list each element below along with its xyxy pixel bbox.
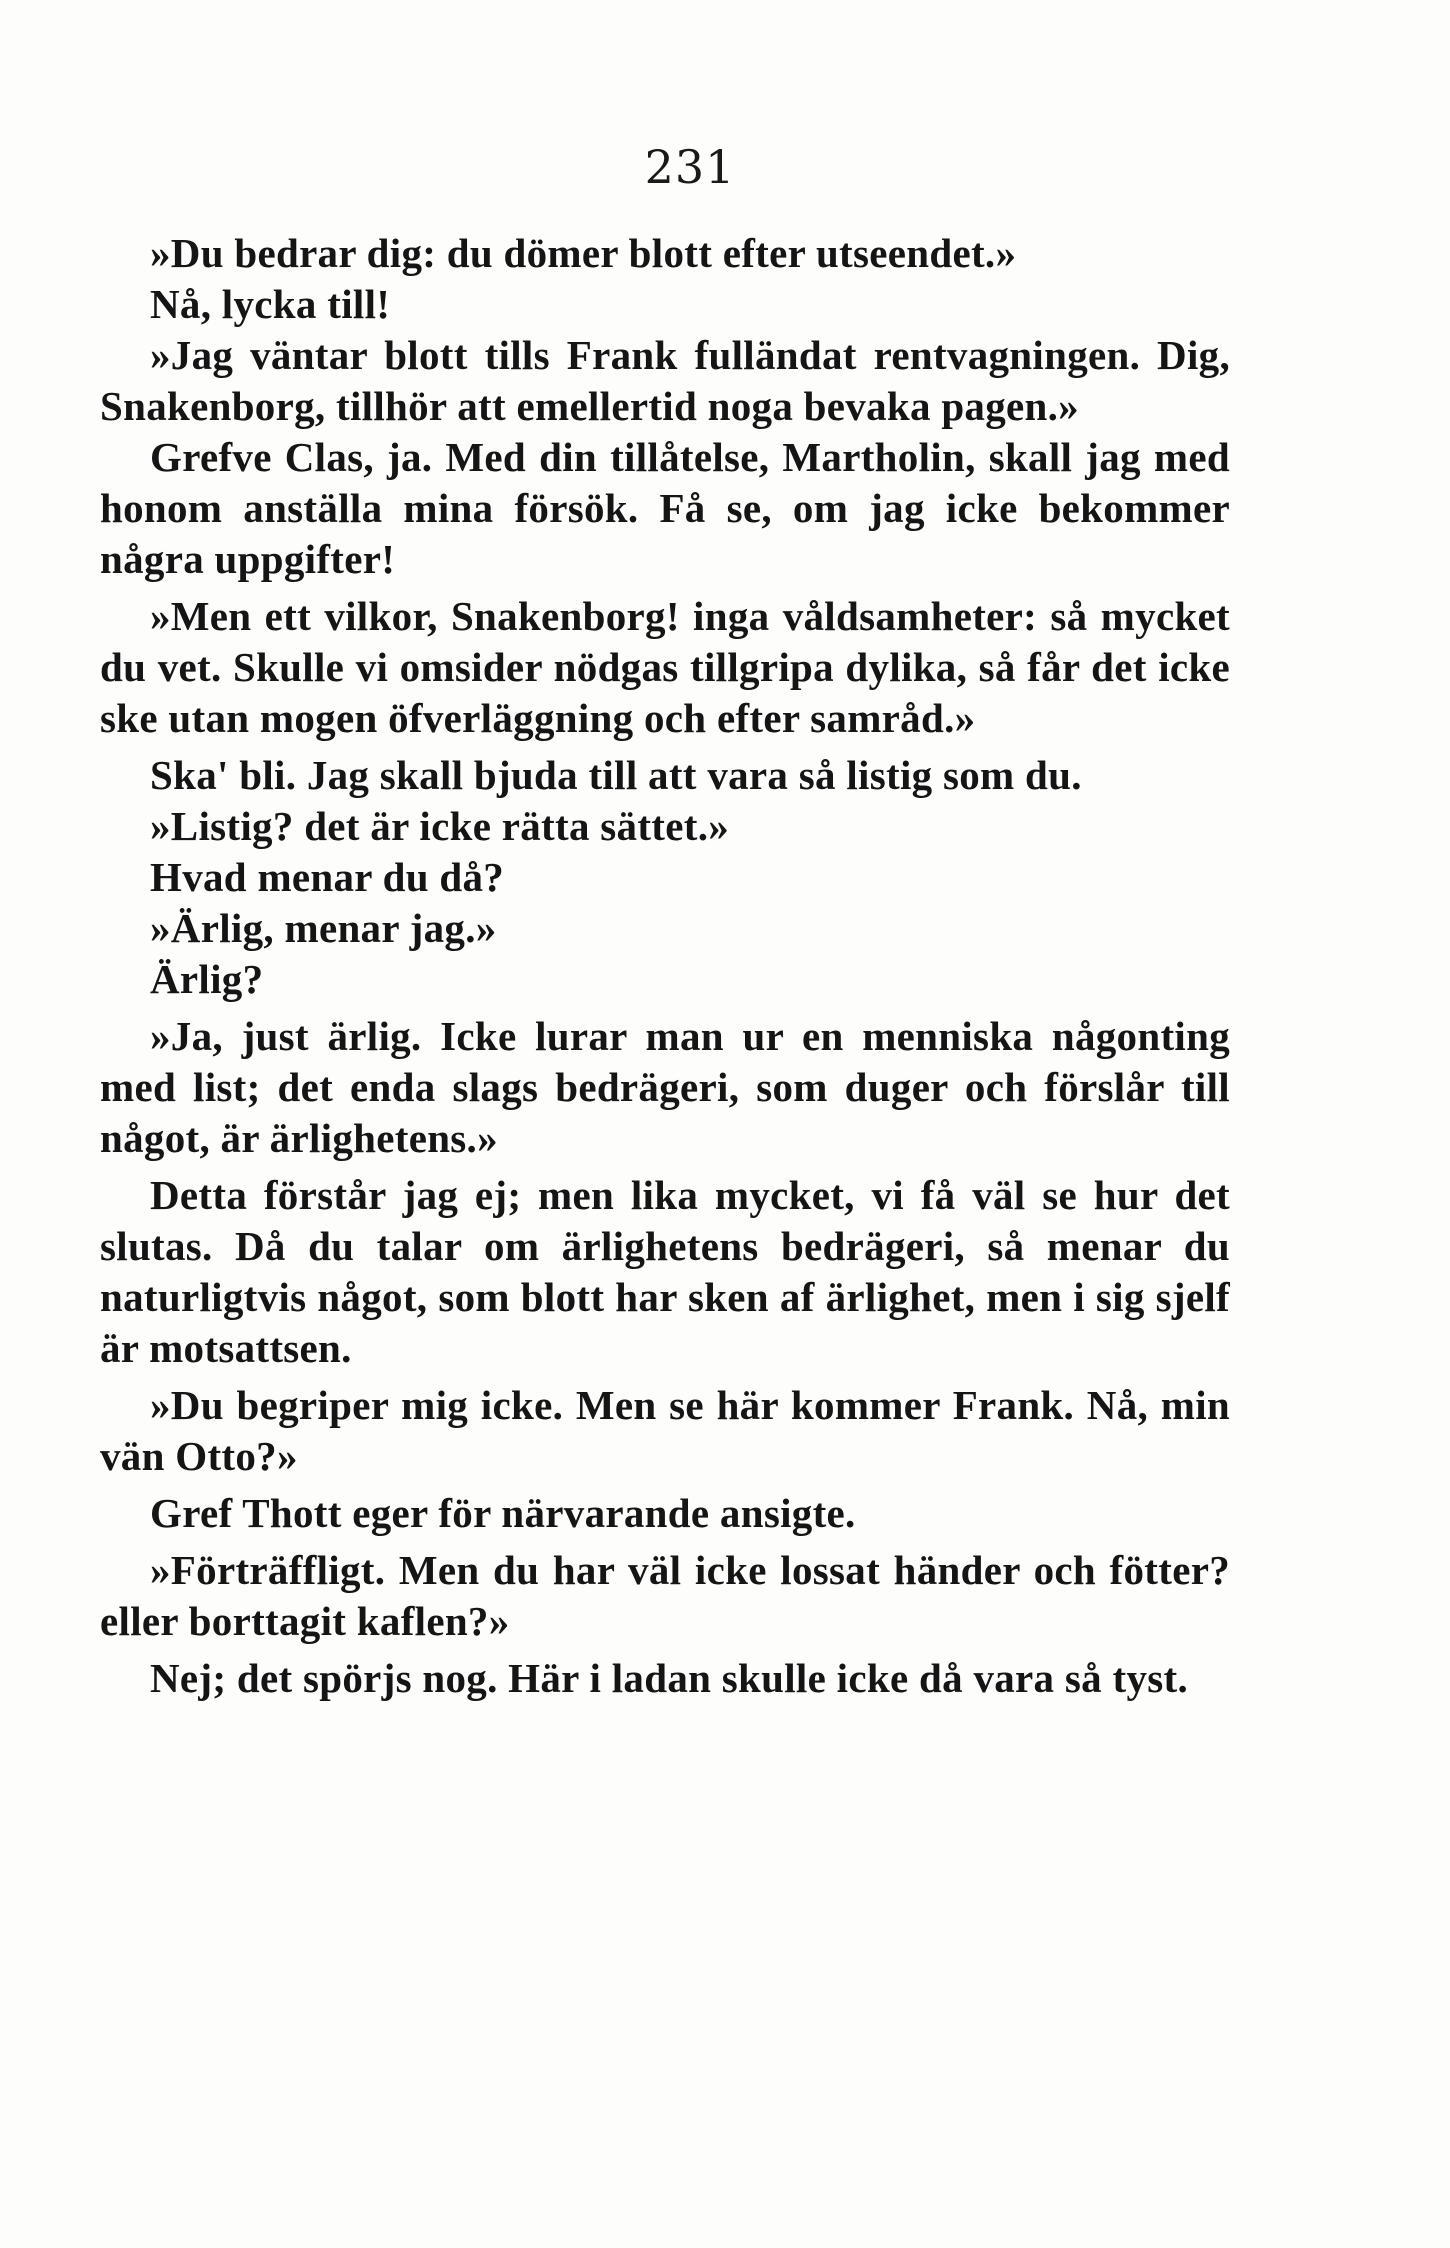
paragraph-11: »Ja, just ärlig. Icke lurar man ur en menniska någonting med list; det enda slags bedrägeri, som duger och förslår till något, är ärlighetens.» (100, 1013, 1230, 1161)
paragraph-1: »Du bedrar dig: du dömer blott efter utseendet.» (150, 230, 1017, 276)
paragraph-3: »Jag väntar blott tills Frank fulländat rentvagningen. Dig, Snakenborg, tillhör att emellertid noga bevaka pagen.» (100, 332, 1230, 429)
paragraph-5: »Men ett vilkor, Snakenborg! inga våldsamheter: så mycket du vet. Skulle vi omsider nödgas tillgripa dylika, så får det icke ske utan mogen öfverläggning och efter samråd.» (100, 593, 1230, 741)
paragraph-16: Nej; det spörjs nog. Här i ladan skulle icke då vara så tyst. (150, 1655, 1189, 1701)
paragraph-6: Ska' bli. Jag skall bjuda till att vara så listig som du. (150, 752, 1082, 798)
paragraph-2: Nå, lycka till! (150, 281, 391, 327)
paragraph-14: Gref Thott eger för närvarande ansigte. (150, 1490, 856, 1536)
paragraph-10: Ärlig? (150, 956, 264, 1002)
paragraph-8: Hvad menar du då? (150, 854, 505, 900)
paragraph-4: Grefve Clas, ja. Med din tillåtelse, Martholin, skall jag med honom anställa mina försök. Få se, om jag icke bekommer några uppgifter! (100, 434, 1230, 582)
paragraph-9: »Ärlig, menar jag.» (150, 905, 497, 951)
paragraph-7: »Listig? det är icke rätta sättet.» (150, 803, 730, 849)
paragraph-12: Detta förstår jag ej; men lika mycket, vi få väl se hur det slutas. Då du talar om ärlighetens bedrägeri, så menar du naturligtvis något, som blott har sken af ärlighet, men i sig sjelf är motsattsen. (100, 1172, 1230, 1371)
paragraph-13: »Du begriper mig icke. Men se här kommer Frank. Nå, min vän Otto?» (100, 1382, 1230, 1479)
page-text (100, 228, 1230, 1704)
paragraph-15: »Förträffligt. Men du har väl icke lossat händer och fötter? eller borttagit kaflen?» (100, 1547, 1230, 1644)
page-number: 231 (644, 140, 736, 194)
